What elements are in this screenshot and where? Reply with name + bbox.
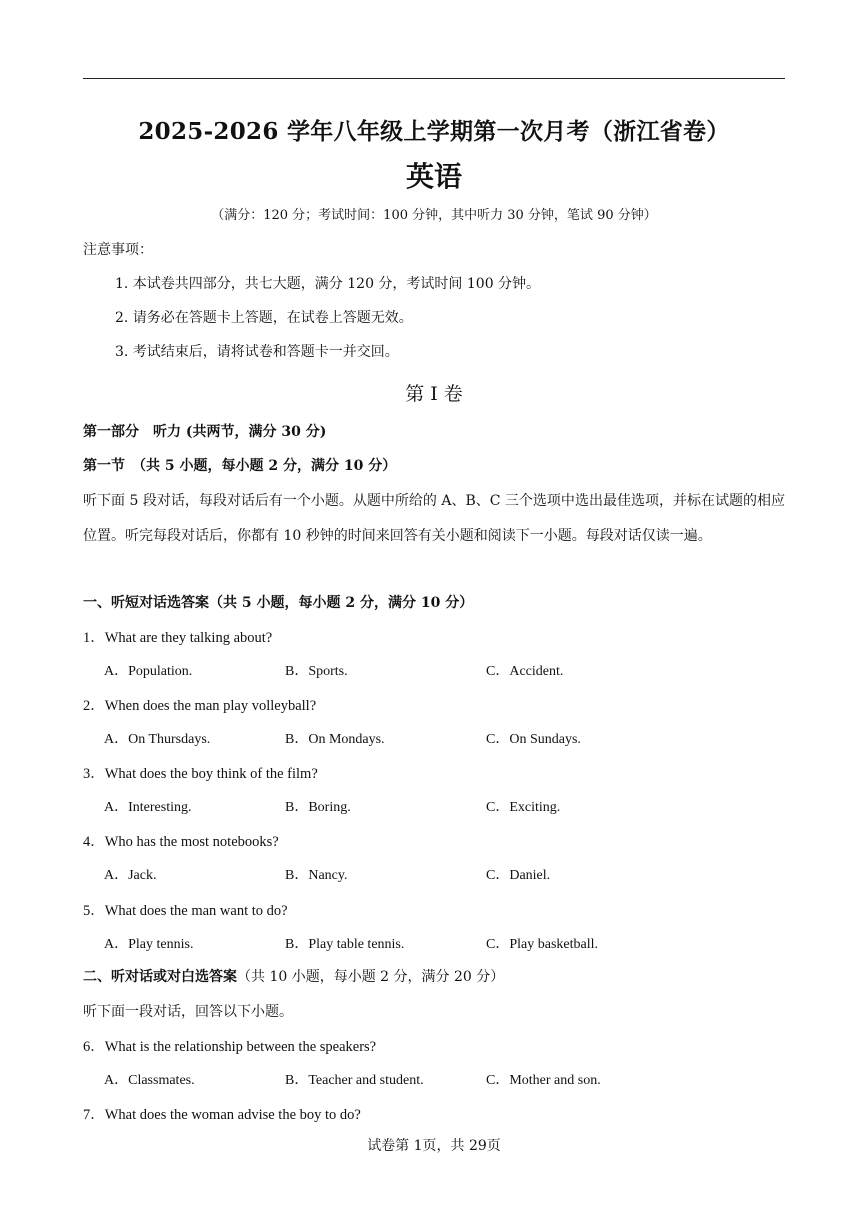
- top-rule: [83, 78, 785, 79]
- listening-instructions: 听下面 5 段对话，每段对话后有一个小题。从题中所给的 A、B、C 三个选项中选出最佳选项，并标在试题的相应位置。听完每段对话后，你都有 10 秒钟的时间来回答有关小题和阅读下一小题。每段对话仅读一遍。: [83, 493, 785, 544]
- option-a: A．Population.: [104, 664, 193, 679]
- exam-info: （满分：120 分；考试时间：100 分钟，其中听力 30 分钟，笔试 90 分钟）: [211, 208, 657, 223]
- option-c: C．Exciting.: [486, 800, 561, 815]
- option-a: A．Jack.: [104, 868, 157, 883]
- note-item: 1. 本试卷共四部分，共七大题，满分 120 分，考试时间 100 分钟。: [115, 276, 541, 292]
- option-c: C．Play basketball.: [486, 937, 598, 952]
- option-b: B．Teacher and student.: [285, 1073, 424, 1088]
- volume-label: 第 I 卷: [405, 383, 463, 405]
- option-c: C．On Sundays.: [486, 732, 581, 747]
- page-footer: 试卷第 1页，共 29页: [367, 1138, 501, 1154]
- question-text: 4．Who has the most notebooks?: [83, 834, 279, 850]
- question-text: 7．What does the woman advise the boy to do?: [83, 1107, 361, 1123]
- part1-heading: 第一部分 听力 (共两节，满分 30 分): [83, 424, 327, 440]
- exam-title: 2025-2026 学年八年级上学期第一次月考（浙江省卷）: [138, 118, 730, 145]
- option-b: B．Nancy.: [285, 868, 348, 883]
- option-c: C．Mother and son.: [486, 1073, 601, 1088]
- option-b: B．Sports.: [285, 664, 348, 679]
- option-c: C．Daniel.: [486, 868, 551, 883]
- option-a: A．Interesting.: [104, 800, 192, 815]
- sub1-heading: 一、听短对话选答案（共 5 小题，每小题 2 分，满分 10 分）: [83, 595, 474, 611]
- option-b: B．On Mondays.: [285, 732, 385, 747]
- note-item: 3. 考试结束后，请将试卷和答题卡一并交回。: [115, 344, 399, 360]
- sub2-heading-row: [83, 966, 504, 986]
- option-a: A．Classmates.: [104, 1073, 195, 1088]
- subject-title: 英语: [405, 160, 462, 193]
- option-c: C．Accident.: [486, 664, 564, 679]
- section1-heading: 第一节 （共 5 小题，每小题 2 分，满分 10 分）: [83, 458, 397, 474]
- note-item: 2. 请务必在答题卡上答题，在试卷上答题无效。: [115, 310, 413, 326]
- sub2-heading: 二、听对话或对白选答案: [83, 969, 237, 985]
- option-b: B．Boring.: [285, 800, 351, 815]
- question-text: 2．When does the man play volleyball?: [83, 698, 317, 714]
- question-text: 1．What are they talking about?: [83, 630, 273, 646]
- question-text: 5．What does the man want to do?: [83, 903, 288, 919]
- sub2-meta: （共 10 小题，每小题 2 分，满分 20 分）: [237, 969, 505, 985]
- question-text: 3．What does the boy think of the film?: [83, 766, 318, 782]
- question-text: 6．What is the relationship between the speakers?: [83, 1039, 377, 1055]
- option-a: A．On Thursdays.: [104, 732, 211, 747]
- option-b: B．Play table tennis.: [285, 937, 405, 952]
- option-a: A．Play tennis.: [104, 937, 194, 952]
- notes-heading: 注意事项：: [83, 242, 153, 258]
- sub2-instruction: 听下面一段对话，回答以下小题。: [83, 1004, 293, 1020]
